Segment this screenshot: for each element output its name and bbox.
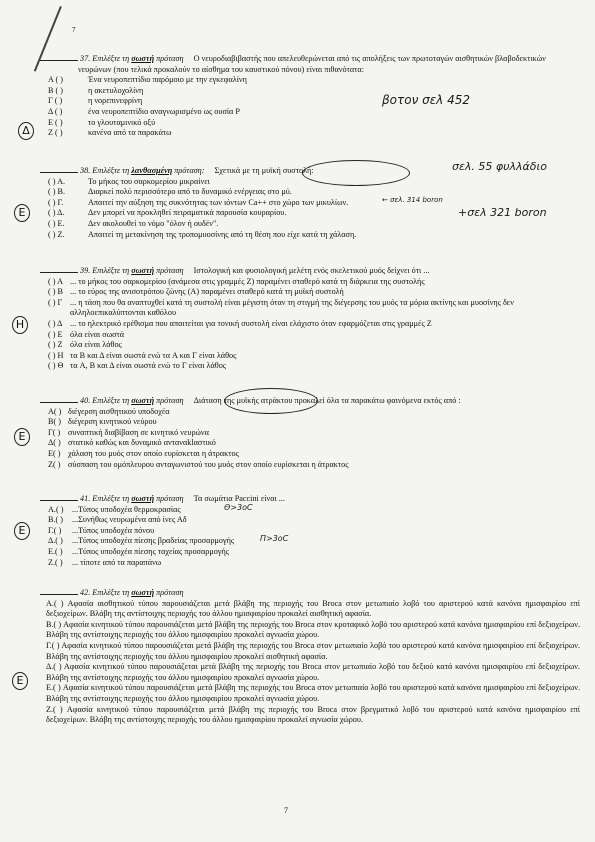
option[interactable]: Z.( ) ... τίποτε από τα παραπάνω <box>48 557 162 567</box>
option[interactable]: A( ) διέγερση αισθητικού υποδοχέα <box>48 406 170 416</box>
question-header: 41. Επιλέξτε τη σωστή πρόταση Τα σωμάτια Paccini είναι ... <box>40 494 580 505</box>
option[interactable]: A.( ) ...Τύπος υποδοχέα θερμοκρασίας <box>48 504 181 514</box>
handwritten-answer: H <box>12 316 28 334</box>
option[interactable]: Γ( ) συναπτική διαβίβαση σε κινητικό νευρώνα <box>48 427 209 437</box>
option[interactable]: E.( ) Αφασία κινητικού τύπου παρουσιάζεται μετά βλάβη της περιοχής του Broca στον μετωπιαίο λοβό του αριστερού κατά κανόνα ημισφαιρίου επί δεξιοχείρων. Βλάβη της αντίστοιχης περιοχής του άλλου ημισφαιρίου προκαλεί αγνωσία χώρου. <box>46 683 580 703</box>
handwritten-answer: E <box>14 522 30 540</box>
option[interactable]: ( ) A ... το μήκος του σαρκομερίου (ανάμεσα στις γραμμές Z) παραμένει σταθερό κατά τη διάρκεια της συστολής <box>48 276 425 286</box>
option[interactable]: E.( ) ...Τύπος υποδοχέα πίεσης ταχείας προσαρμογής <box>48 546 229 556</box>
handwritten-circle <box>224 388 318 414</box>
option[interactable]: Z.( ) Αφασία κινητικού τύπου παρουσιάζεται μετά βλάβη της περιοχής του Broca στον βρεγματικό λοβό του αριστερού κατά κανόνα ημισφαιρίου επί δεξιοχείρων. Βλάβη της αντίστοιχης περιοχής του άλλου ημισφαιρίου προκαλεί αγνωσία χώρου. <box>46 704 580 725</box>
option[interactable]: B( ) διέγερση κινητικού νεύρου <box>48 417 157 427</box>
option[interactable]: B.( ) ...Συνήθως νευρωμένα από ίνες Αδ <box>48 515 187 525</box>
handwritten-answer: E <box>12 672 28 690</box>
option[interactable]: E( ) χάλαση του μυός στον οποίο ευρίσκεται η άτρακτος <box>48 448 239 458</box>
question-39 <box>40 266 580 372</box>
option[interactable]: ( ) Θ τα A, B και Δ είναι σωστά ενώ το Γ είναι λάθος <box>48 361 227 371</box>
question-41 <box>40 494 580 568</box>
option[interactable]: A ( ) Ένα νευροπεπτίδιο παρόμοιο με την εγκεφαλίνη <box>48 75 247 85</box>
question-header: 39. Επιλέξτε τη σωστή πρόταση Ιστολογική και φυσιολογική μελέτη ενός σκελετικού μυός δείχνει ότι ... <box>40 266 580 277</box>
option[interactable]: ( ) Z όλα είναι λάθος <box>48 340 122 350</box>
option[interactable]: ( ) H τα B και Δ είναι σωστά ενώ τα A και Γ είναι λάθος <box>48 350 237 360</box>
handwritten-answer: E <box>14 204 30 222</box>
option[interactable]: Δ( ) στατικό καθώς και δυναμικό ανταναklαστικό <box>48 438 216 448</box>
handwritten-answer: Δ <box>18 122 34 140</box>
option[interactable]: ( ) Ζ. Απαιτεί τη μετακίνηση της τροπομυοσίνης από τη θέση που είχε κατά τη χάλαση. <box>48 229 357 239</box>
handwritten-note: Π>3οC <box>260 534 289 543</box>
question-stem: Διάταση της μυϊκής ατράκτου προκαλεί όλα τα παρακάτω φαινόμενα εκτός από : <box>193 396 461 405</box>
handwritten-note: σελ. 55 φυλλάδιο <box>452 160 547 173</box>
question-header: 37. Επιλέξτε τη σωστή πρόταση Ο νευροδιαβιβαστής που απελευθερώνεται από τις απολήξεις των πρωτοταγών αισθητικών βλαβοδεκτικών νευρώνων (που τελικά προκαλούν το αίσθημα του καυστικού πόνου) είναι πιθανότατα: <box>40 54 580 75</box>
question-37 <box>40 54 580 139</box>
option[interactable]: ( ) B ... το εύρος της ανισοτρόπου ζώνης (A) παραμένει σταθερό κατά τη μυϊκή συστολή <box>48 287 344 297</box>
question-stem: Ο νευροδιαβιβαστής που απελευθερώνεται από τις απολήξεις των πρωτοταγών αισθητικών βλαβοδεκτικών νευρώνων (που τελικά προκαλούν το αίσθημα του καυστικού πόνου) είναι πιθανότατα: <box>78 54 546 74</box>
question-header: 40. Επιλέξτε τη σωστή πρόταση Διάταση της μυϊκής ατράκτου προκαλεί όλα τα παρακάτω φαινόμενα εκτός από : <box>40 396 580 407</box>
option[interactable]: Z( ) σύσπαση του ομόπλευρου ανταγωνιστού του μυός στον οποίο ευρίσκεται η άτρακτος <box>48 459 349 469</box>
page-number-top: 7 <box>72 26 76 34</box>
page-number-bottom: 7 <box>284 806 288 815</box>
question-header: 38. Επιλέξτε τη λανθασμένη πρόταση: Σχετικά με τη μυϊκή συστολή: <box>40 166 580 177</box>
option[interactable]: ( ) B. Διαρκεί πολύ περισσότερο από το δυναμικό ενέργειας στο μύ. <box>48 187 292 197</box>
question-42 <box>40 588 580 726</box>
question-stem: Ιστολογική και φυσιολογική μελέτη ενός σκελετικού μυός δείχνει ότι ... <box>193 266 430 275</box>
option[interactable]: Γ ( ) η νορεπινεφρίνη <box>48 96 143 106</box>
option[interactable]: A.( ) Αφασία αισθητικού τύπου παρουσιάζεται μετά βλάβη της περιοχής του Broca στον μετωπιαίο λοβό του αριστερού κατά κανόνα ημισφαιρίου επί δεξιοχείρων. Βλάβη της αντίστοιχης περιοχής του άλλου ημισφαιρίου προκαλεί αισθητική αφασία. <box>46 598 581 619</box>
handwritten-circle <box>302 160 410 186</box>
option[interactable]: ( ) Δ ... το ηλεκτρικό ερέθισμα που απαιτείται για τονική συστολή είναι ελάχιστο όταν εφαρμόζεται στις γραμμές Z <box>48 318 432 328</box>
option[interactable]: ( ) A. Το μήκος του σαρκομερίου μικραίνει <box>48 176 210 186</box>
question-header: 42. Επιλέξτε τη σωστή πρόταση <box>40 588 580 599</box>
handwritten-note: Θ>3οC <box>224 503 253 512</box>
option[interactable]: Γ.( ) Αφασία κινητικού τύπου παρουσιάζεται μετά βλάβη της περιοχής του Broca στον μετωπιαίο λοβό του αριστερού κατά κανόνα ημισφαιρίου επί δεξιοχείρων. Βλάβη της αντίστοιχης περιοχής του άλλου ημισφαιρίου προκαλεί αισθητική αφασία. <box>46 640 580 661</box>
option[interactable]: E ( ) το γλουταμινικό οξύ <box>48 117 156 127</box>
question-stem: Σχετικά με τη μυϊκή συστολή: <box>214 166 314 175</box>
handwritten-note: βοτον σελ 452 <box>382 93 470 107</box>
option[interactable]: Δ ( ) ένα νευροπεπτίδιο αναγνωρισμένο ως ουσία P <box>48 106 240 116</box>
option[interactable]: ( ) E όλα είναι σωστά <box>48 329 125 339</box>
option[interactable]: B ( ) η ακετυλοχολίνη <box>48 85 144 95</box>
option[interactable]: Γ.( ) ...Τύπος υποδοχέα πόνου <box>48 525 155 535</box>
option[interactable]: ( ) Δ. Δεν μπορεί να προκληθεί πειραματικά παρουσία κουραρίου. <box>48 208 287 218</box>
option[interactable]: B.( ) Αφασία κινητικού τύπου παρουσιάζεται μετά βλάβη της περιοχής του Broca στον κροταφικό λοβό του αριστερού κατά κανόνα ημισφαιρίου επί δεξιοχείρων. Βλάβη της αντίστοιχης περιοχής του άλλου ημισφαιρίου προκαλεί αγνωσία χώρου. <box>46 619 580 640</box>
option[interactable]: ( ) Γ ... η τάση που θα αναπτυχθεί κατά τη συστολή είναι μέγιστη όταν τη στιγμή της διέγερσης του μυός τα μόρια ακτίνης και μυοσίνης δεν αλληλοεπικαλύπτονται καθόλου <box>48 297 514 318</box>
option[interactable]: Δ.( ) ...Τύπος υποδοχέα πίεσης βραδείας προσαρμογής <box>48 536 235 546</box>
option[interactable]: Δ.( ) Αφασία κινητικού τύπου παρουσιάζεται μετά βλάβη της περιοχής του Broca στον μετωπιαίο λοβό του δεξιού κατά κανόνα ημισφαιρίου επί δεξιοχείρων. Βλάβη της αντίστοιχης περιοχής του άλλου ημισφαιρίου προκαλεί αγνωσία χώρου. <box>46 662 580 682</box>
option[interactable]: Z ( ) κανένα από τα παρακάτω <box>48 128 172 138</box>
question-stem: Τα σωμάτια Paccini είναι ... <box>193 494 285 503</box>
handwritten-answer: E <box>14 428 30 446</box>
option[interactable]: ( ) Γ. Απαιτεί την αύξηση της συκνότητας των ιόντων Ca++ στο χώρο των μικυλίων. <box>48 197 349 207</box>
handwritten-note: +σελ 321 boron <box>458 206 547 219</box>
option[interactable]: ( ) Ε. Δεν ακολουθεί το νόμο "όλον ή ουδέν". <box>48 218 219 228</box>
handwritten-note: ← σελ. 314 boron <box>382 196 443 204</box>
